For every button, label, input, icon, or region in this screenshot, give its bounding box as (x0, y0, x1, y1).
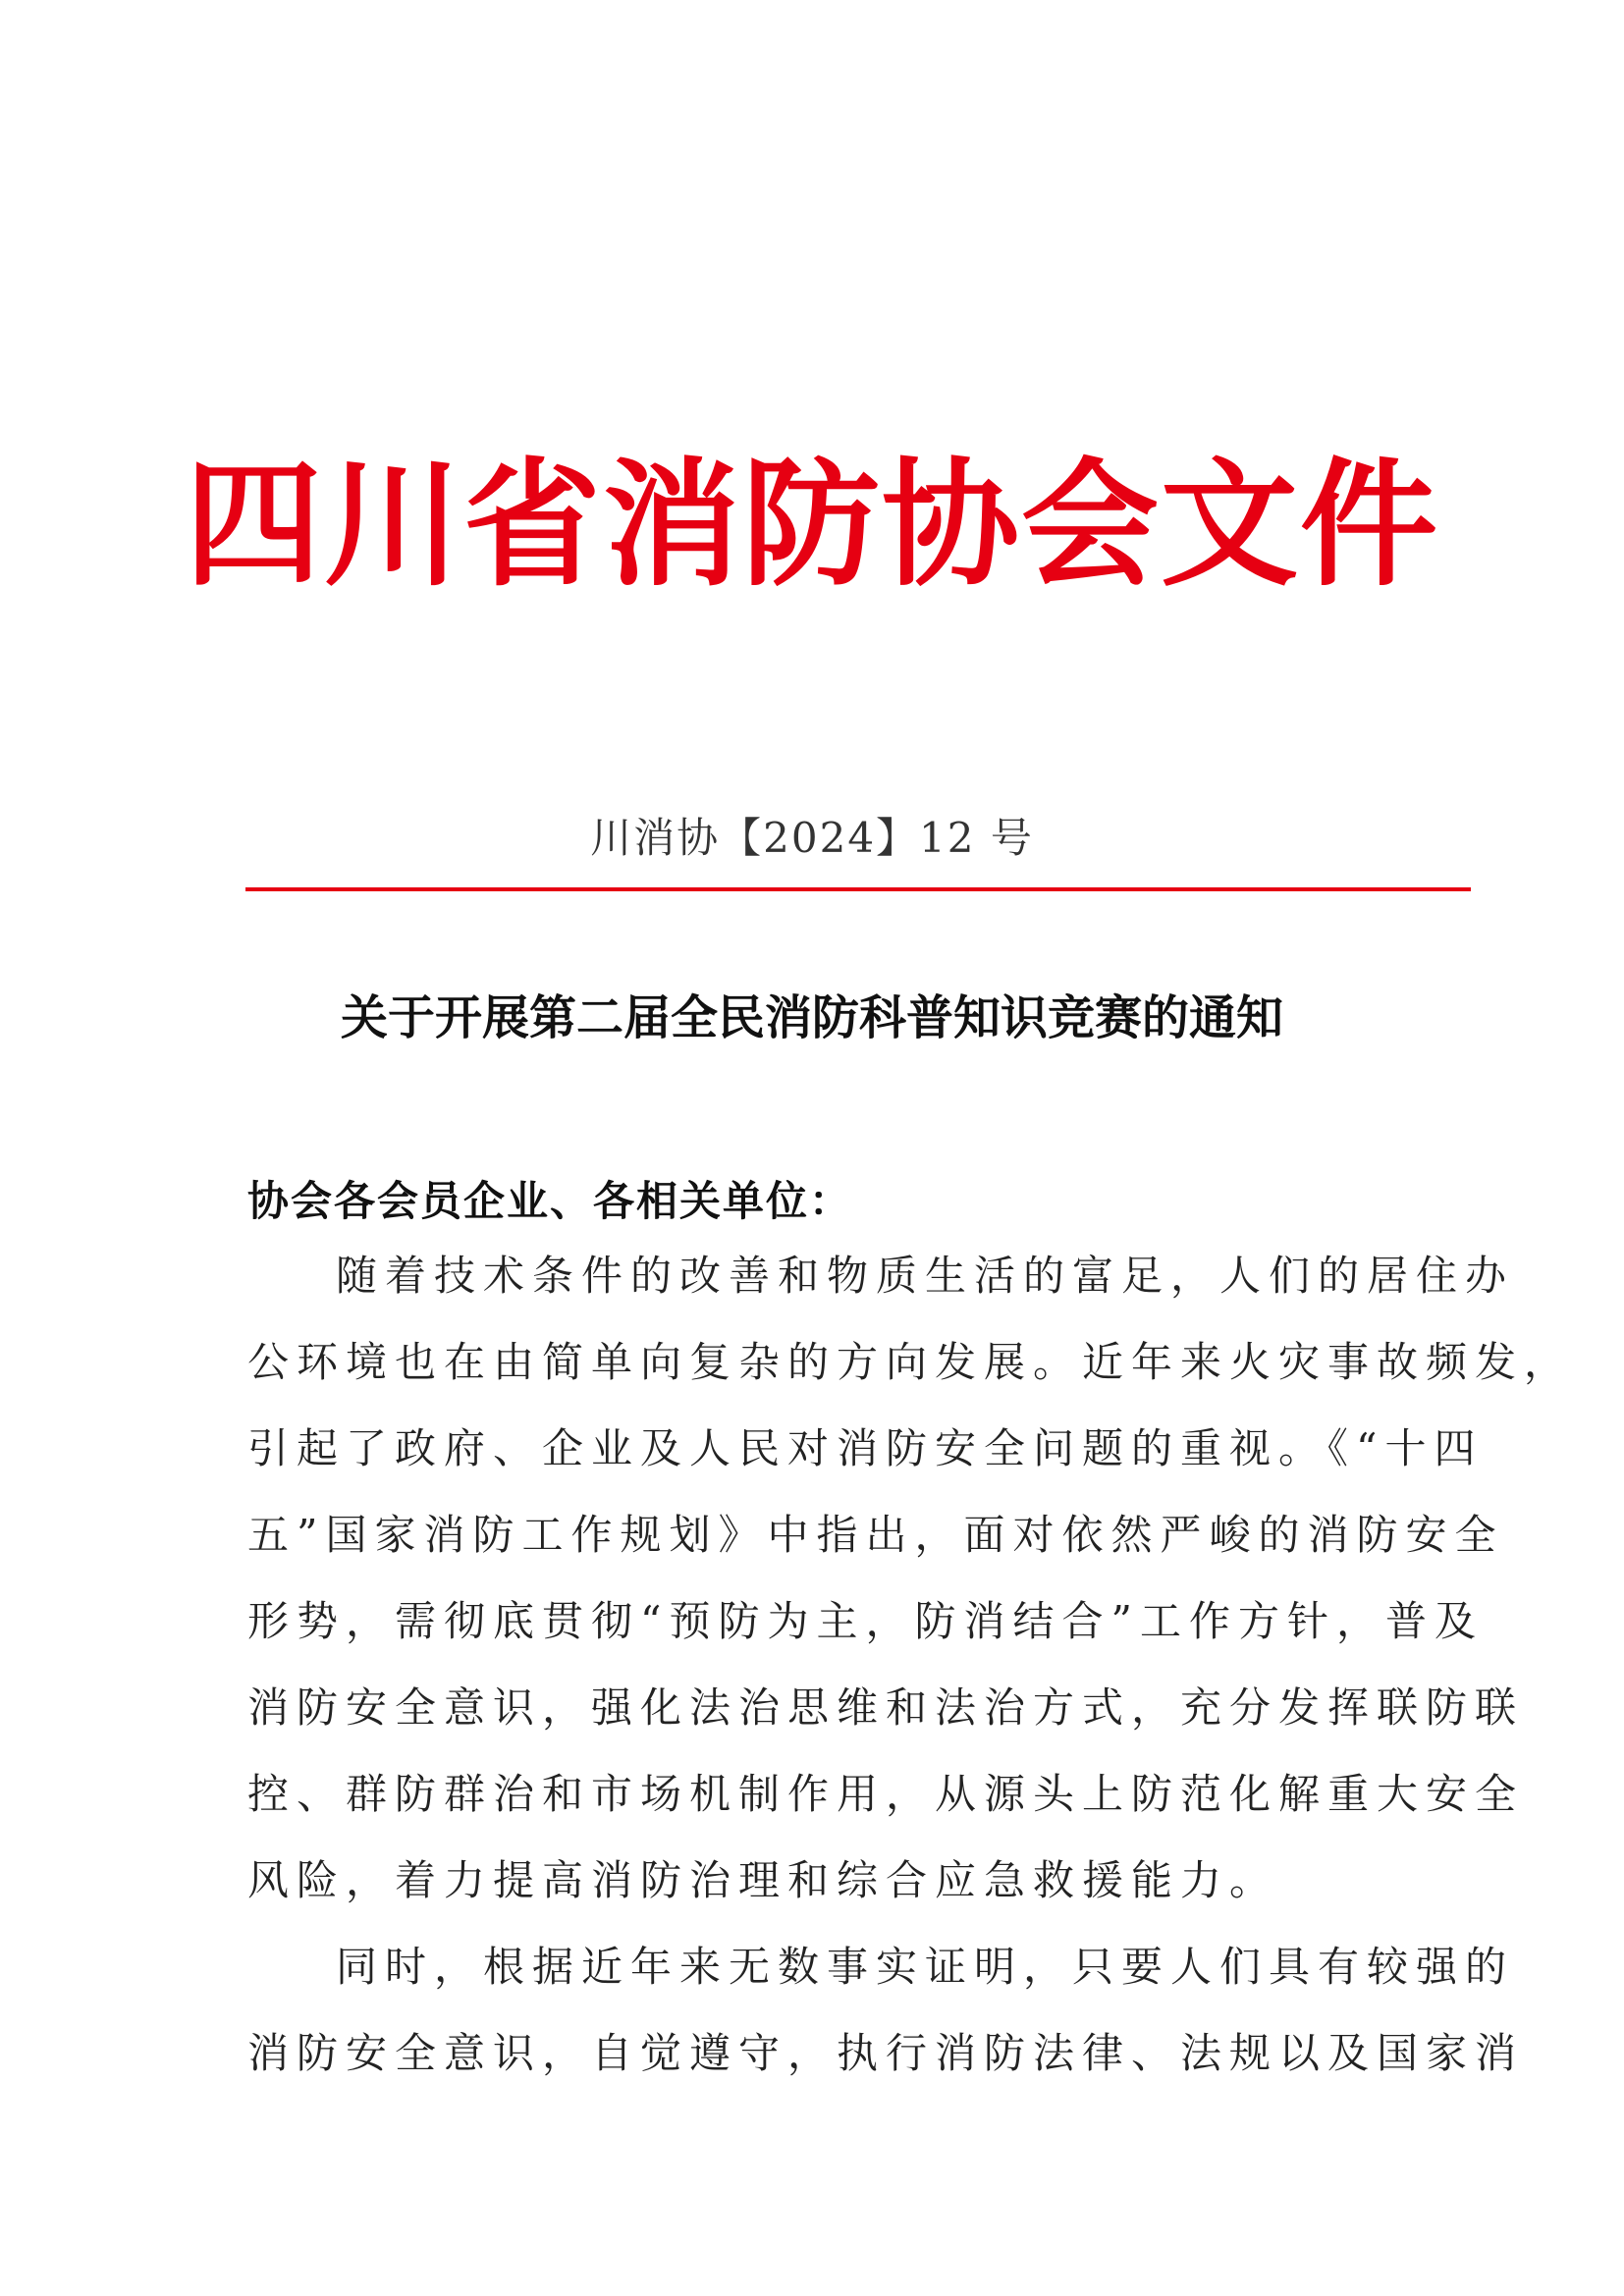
paragraph-line: 同时，根据近年来无数事实证明，只要人们具有较强的 (336, 1943, 1515, 1991)
paragraph-line: 消防安全意识，强化法治思维和法治方式，充分发挥联防联 (247, 1683, 1525, 1732)
paragraph-line: 引起了政府、企业及人民对消防安全问题的重视。《“十四 (247, 1424, 1484, 1472)
paragraph-line: 控、群防群治和市场机制作用，从源头上防范化解重大安全 (247, 1770, 1525, 1818)
paragraph-line: 五”国家消防工作规划》中指出，面对依然严峻的消防安全 (247, 1511, 1504, 1559)
paragraph-line: 消防安全意识，自觉遵守，执行消防法律、法规以及国家消 (247, 2029, 1525, 2077)
red-divider-line (245, 887, 1471, 891)
org-document-header: 四川省消防协会文件 (184, 445, 1439, 606)
paragraph-1 (247, 1233, 1574, 1924)
paragraph-2 (247, 1924, 1525, 2097)
notice-title: 关于开展第二届全民消防科普知识竞赛的通知 (340, 990, 1283, 1045)
paragraph-line: 公环境也在由简单向复杂的方向发展。近年来火灾事故频发， (247, 1338, 1574, 1386)
salutation: 协会各会员企业、各相关单位： (247, 1177, 853, 1225)
paragraph-line: 风险，着力提高消防治理和综合应急救援能力。 (247, 1856, 1279, 1904)
paragraph-line: 随着技术条件的改善和物质生活的富足，人们的居住办 (336, 1252, 1515, 1300)
paragraph-line: 形势，需彻底贯彻“预防为主，防消结合”工作方针，普及 (247, 1597, 1484, 1645)
document-number: 川消协【2024】12 号 (590, 814, 1034, 862)
